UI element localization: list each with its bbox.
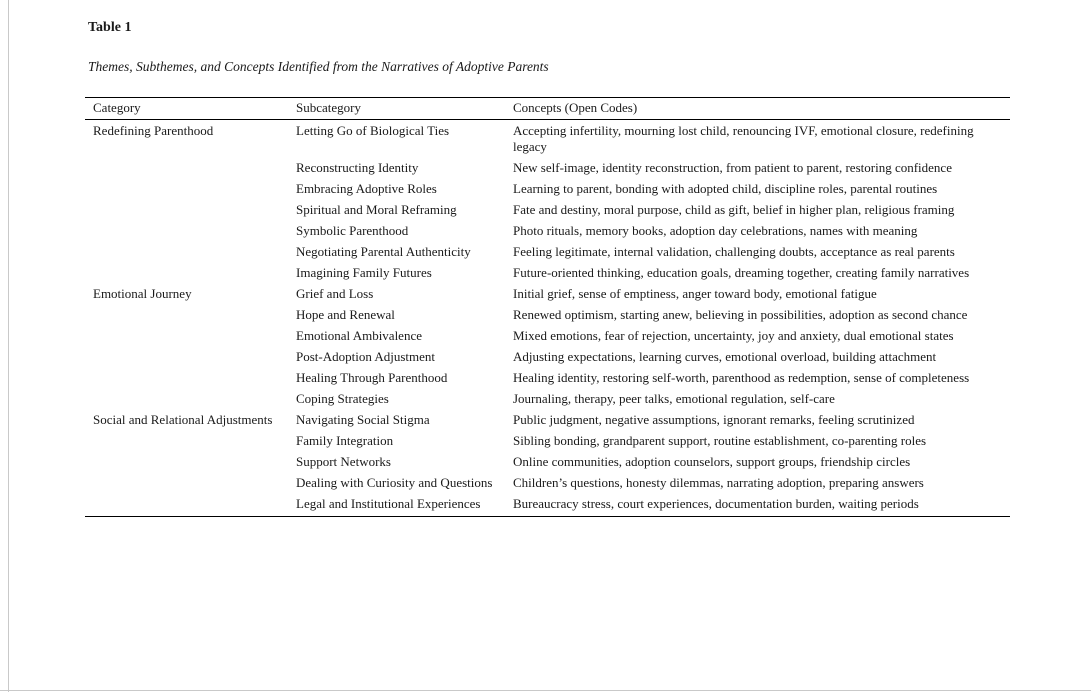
table-row xyxy=(85,120,1010,157)
category-cell xyxy=(85,223,296,239)
subcategory-cell: Emotional Ambivalence xyxy=(296,327,422,343)
table-header-row xyxy=(85,98,1010,120)
column-header-subcategory: Subcategory xyxy=(296,100,361,115)
table-row xyxy=(85,241,1010,262)
page-left-border xyxy=(8,0,9,692)
table-row xyxy=(85,304,1010,325)
subcategory-cell: Legal and Institutional Experiences xyxy=(296,495,481,511)
table-body xyxy=(85,120,1010,516)
document-content xyxy=(85,0,1015,517)
category-cell xyxy=(85,160,296,176)
concepts-cell: Children’s questions, honesty dilemmas, narrating adoption, preparing answers xyxy=(513,474,924,490)
concepts-cell: Photo rituals, memory books, adoption day celebrations, names with meaning xyxy=(513,222,918,238)
subcategory-cell: Grief and Loss xyxy=(296,285,374,301)
concepts-cell: Mixed emotions, fear of rejection, uncertainty, joy and anxiety, dual emotional states xyxy=(513,327,954,343)
page-bottom-border xyxy=(0,690,1091,691)
concepts-cell: Initial grief, sense of emptiness, anger toward body, emotional fatigue xyxy=(513,285,877,301)
category-cell xyxy=(85,370,296,386)
table-row xyxy=(85,157,1010,178)
table-row xyxy=(85,493,1010,514)
table-row xyxy=(85,451,1010,472)
concepts-cell: Future-oriented thinking, education goals, dreaming together, creating family narratives xyxy=(513,264,970,280)
table-row xyxy=(85,220,1010,241)
category-cell xyxy=(85,391,296,407)
category-cell xyxy=(85,181,296,197)
subcategory-cell: Family Integration xyxy=(296,432,394,448)
table-row xyxy=(85,346,1010,367)
category-cell xyxy=(85,475,296,491)
subcategory-cell: Embracing Adoptive Roles xyxy=(296,180,437,196)
concepts-cell: Journaling, therapy, peer talks, emotional regulation, self-care xyxy=(513,390,835,406)
concepts-cell: Learning to parent, bonding with adopted child, discipline roles, parental routines xyxy=(513,180,938,196)
subcategory-cell: Hope and Renewal xyxy=(296,306,395,322)
category-cell: Redefining Parenthood xyxy=(93,122,214,138)
table-row xyxy=(85,367,1010,388)
category-cell: Emotional Journey xyxy=(93,285,192,301)
category-cell xyxy=(85,202,296,218)
subcategory-cell: Healing Through Parenthood xyxy=(296,369,448,385)
table-row xyxy=(85,199,1010,220)
table-row xyxy=(85,388,1010,409)
concepts-cell: Public judgment, negative assumptions, ignorant remarks, feeling scrutinized xyxy=(513,411,915,427)
subcategory-cell: Dealing with Curiosity and Questions xyxy=(296,474,493,490)
concepts-cell: Sibling bonding, grandparent support, routine establishment, co-parenting roles xyxy=(513,432,927,448)
table-row xyxy=(85,262,1010,283)
concepts-cell: Adjusting expectations, learning curves, emotional overload, building attachment xyxy=(513,348,937,364)
themes-table xyxy=(85,97,1010,517)
subcategory-cell: Imagining Family Futures xyxy=(296,264,432,280)
subcategory-cell: Coping Strategies xyxy=(296,390,389,406)
concepts-cell: Fate and destiny, moral purpose, child as gift, belief in higher plan, religious framing xyxy=(513,201,955,217)
concepts-cell: Accepting infertility, mourning lost child, renouncing IVF, emotional closure, redefining legacy xyxy=(513,122,974,154)
concepts-cell: Online communities, adoption counselors, support groups, friendship circles xyxy=(513,453,911,469)
subcategory-cell: Letting Go of Biological Ties xyxy=(296,122,450,138)
concepts-cell: Renewed optimism, starting anew, believing in possibilities, adoption as second chance xyxy=(513,306,968,322)
subcategory-cell: Spiritual and Moral Reframing xyxy=(296,201,457,217)
category-cell xyxy=(85,307,296,323)
column-header-concepts: Concepts (Open Codes) xyxy=(513,100,638,115)
column-header-category: Category xyxy=(93,100,141,115)
subcategory-cell: Negotiating Parental Authenticity xyxy=(296,243,471,259)
category-cell xyxy=(85,265,296,281)
concepts-cell: Healing identity, restoring self-worth, parenthood as redemption, sense of completeness xyxy=(513,369,970,385)
concepts-cell: Bureaucracy stress, court experiences, documentation burden, waiting periods xyxy=(513,495,919,511)
subcategory-cell: Symbolic Parenthood xyxy=(296,222,409,238)
category-cell xyxy=(85,349,296,365)
table-title: Themes, Subthemes, and Concepts Identified from the Narratives of Adoptive Parents xyxy=(88,59,549,74)
category-cell: Social and Relational Adjustments xyxy=(93,411,273,427)
table-row xyxy=(85,178,1010,199)
category-cell xyxy=(85,496,296,512)
concepts-cell: Feeling legitimate, internal validation, challenging doubts, acceptance as real parents xyxy=(513,243,955,259)
table-row xyxy=(85,409,1010,430)
table-row xyxy=(85,430,1010,451)
concepts-cell: New self-image, identity reconstruction, from patient to parent, restoring confidence xyxy=(513,159,952,175)
table-label: Table 1 xyxy=(88,20,132,35)
subcategory-cell: Post-Adoption Adjustment xyxy=(296,348,436,364)
table-row xyxy=(85,325,1010,346)
category-cell xyxy=(85,244,296,260)
table-row xyxy=(85,283,1010,304)
category-cell xyxy=(85,328,296,344)
category-cell xyxy=(85,454,296,470)
subcategory-cell: Support Networks xyxy=(296,453,391,469)
table-row xyxy=(85,472,1010,493)
subcategory-cell: Navigating Social Stigma xyxy=(296,411,430,427)
subcategory-cell: Reconstructing Identity xyxy=(296,159,419,175)
category-cell xyxy=(85,433,296,449)
